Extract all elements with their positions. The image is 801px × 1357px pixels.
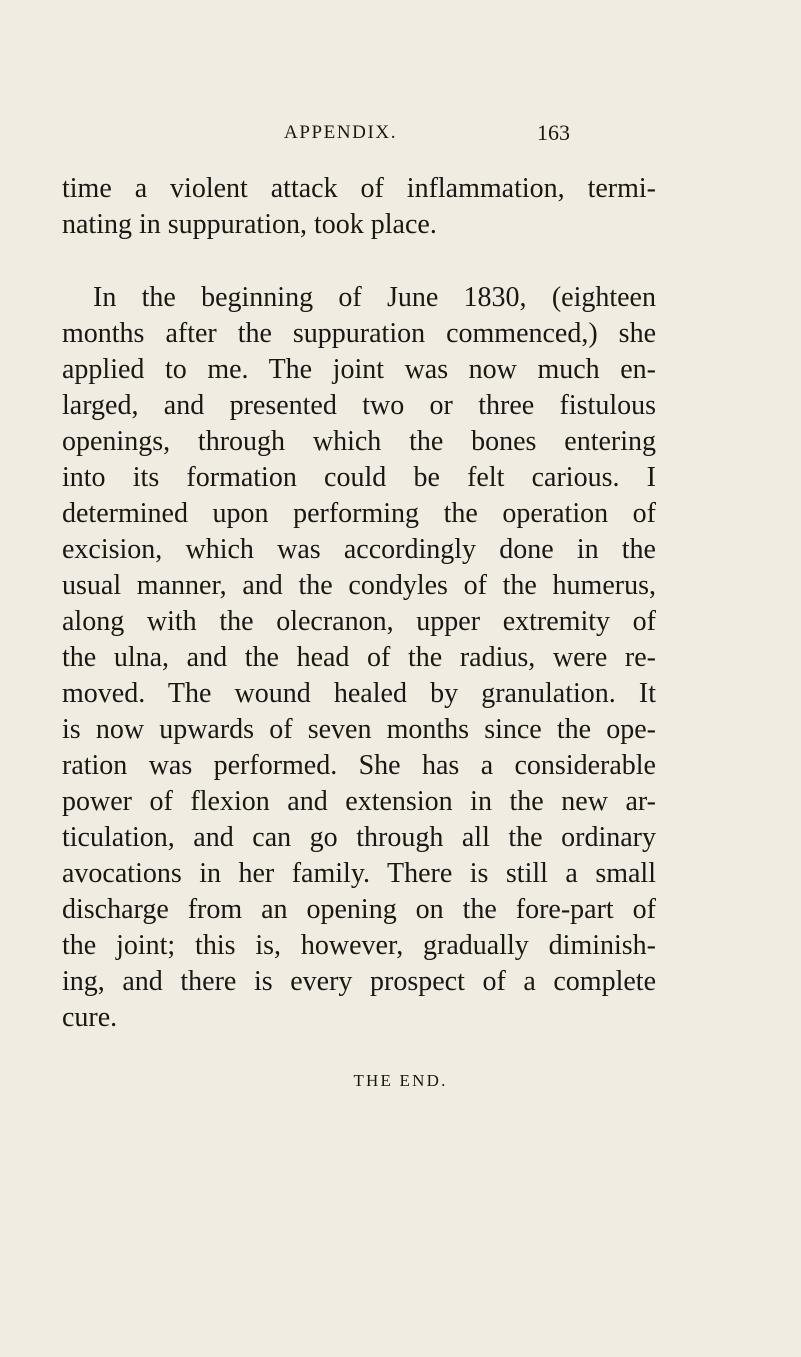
running-header (284, 118, 664, 148)
text-line: discharge from an opening on the fore-part of (62, 894, 656, 925)
text-line: the joint; this is, however, gradually diminish- (62, 930, 656, 961)
text-line: the ulna, and the head of the radius, were re- (62, 642, 656, 673)
text-line: In the beginning of June 1830, (eighteen (93, 282, 656, 313)
page-number: 163 (537, 120, 570, 145)
text-line: determined upon performing the operation of (62, 498, 656, 529)
text-line: excision, which was accordingly done in the (62, 534, 656, 565)
text-line: time a violent attack of inflammation, termi- (62, 173, 656, 204)
text-line: ration was performed. She has a considerable (62, 750, 656, 781)
text-line: nating in suppuration, took place. (62, 209, 437, 240)
text-line: ing, and there is every prospect of a complete (62, 966, 656, 997)
text-line: into its formation could be felt carious. I (62, 462, 656, 493)
text-line: cure. (62, 1002, 118, 1033)
text-line: along with the olecranon, upper extremity of (62, 606, 656, 637)
text-line: openings, through which the bones entering (62, 426, 656, 457)
text-line: ticulation, and can go through all the ordinary (62, 822, 656, 853)
text-line: applied to me. The joint was now much en- (62, 354, 656, 385)
running-title: APPENDIX. (284, 122, 398, 143)
text-line: is now upwards of seven months since the ope- (62, 714, 656, 745)
text-line: moved. The wound healed by granulation. It (62, 678, 656, 709)
closing-text: THE END. (353, 1071, 448, 1090)
text-line: avocations in her family. There is still a small (62, 858, 656, 889)
text-line: usual manner, and the condyles of the humerus, (62, 570, 656, 601)
text-line: power of flexion and extension in the new ar- (62, 786, 656, 817)
text-line: larged, and presented two or three fistulous (62, 390, 656, 421)
text-line: months after the suppuration commenced,) she (62, 318, 656, 349)
